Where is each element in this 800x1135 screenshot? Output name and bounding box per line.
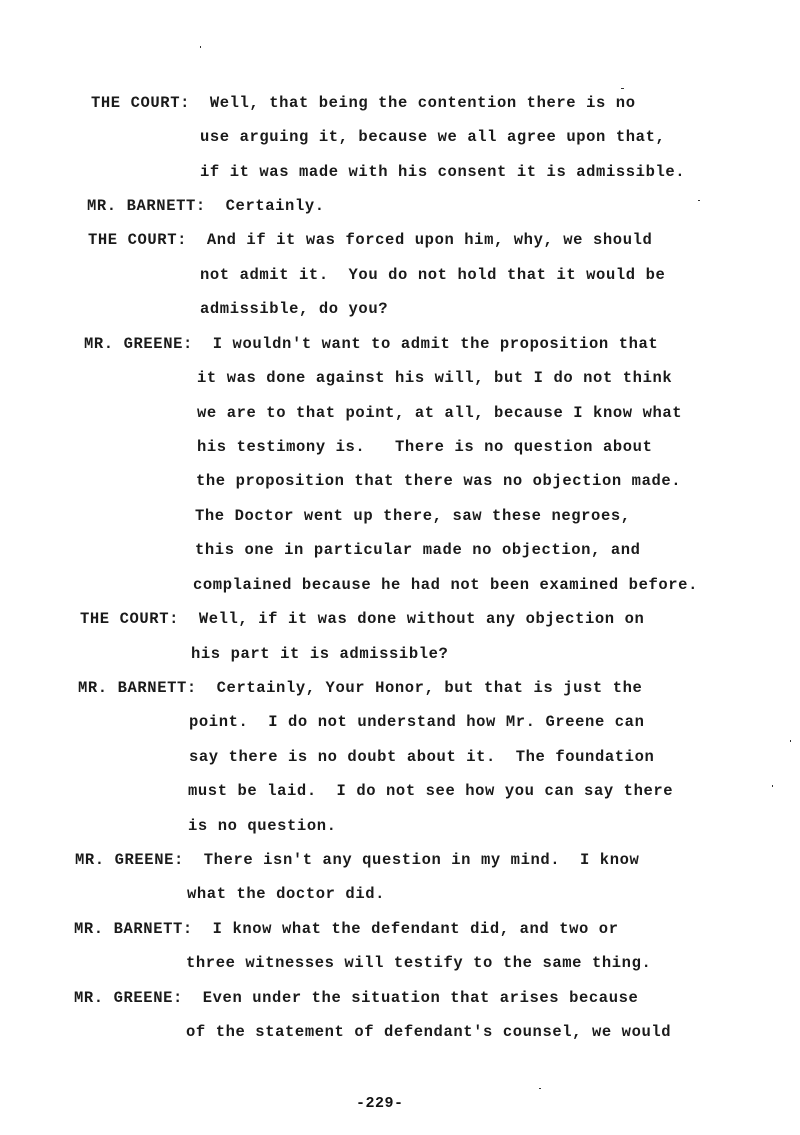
line-text: admissible, do you?	[200, 300, 389, 318]
transcript-line	[193, 575, 698, 595]
transcript-line	[200, 265, 665, 285]
speaker-label: MR. GREENE:	[74, 989, 183, 1007]
line-text: three witnesses will testify to the same thing.	[186, 954, 652, 972]
transcript-line	[91, 93, 636, 113]
transcript-line	[87, 196, 325, 216]
speaker-label: THE COURT:	[91, 94, 191, 112]
line-text: And if it was forced upon him, why, we should	[206, 231, 653, 249]
transcript-line	[84, 334, 658, 354]
line-text: There isn't any question in my mind. I know	[203, 851, 640, 869]
line-text: what the doctor did.	[187, 885, 386, 903]
speaker-label: MR. BARNETT:	[78, 679, 197, 697]
scan-speck	[621, 88, 624, 89]
transcript-line	[189, 747, 654, 767]
scan-speck	[790, 740, 791, 742]
transcript-line	[78, 678, 642, 698]
transcript-line	[75, 850, 639, 870]
line-text: complained because he had not been examined before.	[193, 576, 698, 594]
transcript-line	[200, 162, 685, 182]
line-text: not admit it. You do not hold that it would be	[200, 266, 666, 284]
line-text: the proposition that there was no objection made.	[196, 472, 682, 490]
transcript-line	[80, 609, 644, 629]
transcript-line	[197, 368, 672, 388]
line-text: we are to that point, at all, because I know what	[197, 404, 683, 422]
scan-speck	[772, 785, 773, 787]
speaker-label: THE COURT:	[88, 231, 188, 249]
line-text: use arguing it, because we all agree upon that,	[200, 128, 666, 146]
line-text: this one in particular made no objection, and	[195, 541, 641, 559]
speaker-label: THE COURT:	[80, 610, 180, 628]
scan-speck	[539, 1088, 541, 1089]
transcript-line	[197, 437, 652, 457]
transcript-line	[187, 884, 385, 904]
transcript-line	[191, 644, 448, 664]
scan-speck	[200, 46, 201, 48]
transcript-line	[74, 988, 638, 1008]
line-text: Well, that being the contention there is no	[209, 94, 636, 112]
transcript-line	[186, 1022, 671, 1042]
line-text: point. I do not understand how Mr. Greene can	[189, 713, 645, 731]
speaker-label: MR. BARNETT:	[87, 197, 206, 215]
transcript-line	[189, 712, 644, 732]
transcript-line	[197, 403, 682, 423]
speaker-label: MR. GREENE:	[75, 851, 184, 869]
transcript-line	[188, 781, 673, 801]
line-text: The Doctor went up there, saw these negroes,	[195, 507, 631, 525]
speaker-label: MR. GREENE:	[84, 335, 193, 353]
line-text: his part it is admissible?	[191, 645, 449, 663]
line-text: Well, if it was done without any objection on	[198, 610, 645, 628]
transcript-line	[200, 299, 388, 319]
transcript-line	[88, 230, 652, 250]
line-text: I wouldn't want to admit the proposition that	[212, 335, 659, 353]
speaker-label: MR. BARNETT:	[74, 920, 193, 938]
line-text: if it was made with his consent it is admissible.	[200, 163, 686, 181]
line-text: Certainly, Your Honor, but that is just the	[216, 679, 643, 697]
transcript-line	[195, 506, 631, 526]
line-text: say there is no doubt about it. The foundation	[189, 748, 655, 766]
line-text: of the statement of defendant's counsel, we would	[186, 1023, 672, 1041]
page-number: -229-	[356, 1095, 404, 1112]
transcript-line	[196, 471, 681, 491]
line-text: it was done against his will, but I do not think	[197, 369, 673, 387]
transcript-line	[74, 919, 619, 939]
transcript-line	[200, 127, 665, 147]
line-text: must be laid. I do not see how you can say there	[188, 782, 674, 800]
scan-speck	[698, 200, 700, 201]
line-text: is no question.	[188, 817, 337, 835]
transcript-line	[188, 816, 337, 836]
line-text: his testimony is. There is no question about	[197, 438, 653, 456]
transcript-line	[186, 953, 651, 973]
line-text: Certainly.	[225, 197, 325, 215]
line-text: Even under the situation that arises because	[202, 989, 639, 1007]
transcript-line	[195, 540, 641, 560]
line-text: I know what the defendant did, and two or	[212, 920, 619, 938]
